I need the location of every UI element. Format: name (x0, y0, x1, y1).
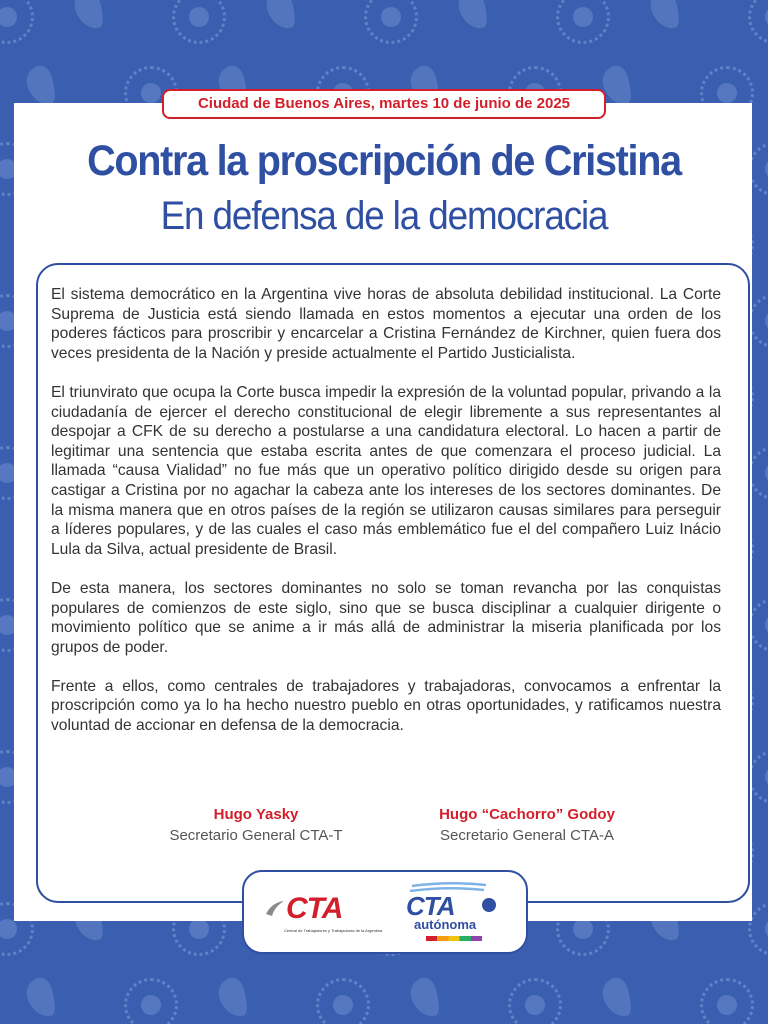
sun-pattern-icon (316, 978, 370, 1024)
map-pattern-icon (646, 0, 683, 33)
sun-pattern-icon (700, 978, 754, 1024)
date-badge: Ciudad de Buenos Aires, martes 10 de junio de 2025 (162, 89, 606, 119)
map-pattern-icon (70, 0, 107, 33)
paragraph-1: El sistema democrático en la Argentina vive horas de absoluta debilidad institucional. La Corte Suprema de Justicia está siendo llamada en estos momentos a ejecutar una orden de los poderes fácticos para proscribir y encarcelar a Cristina Fernández de Kirchner, quien fuera dos veces presidenta de la Nación y preside actualmente el Partido Justicialista. (51, 286, 721, 362)
signer-role: Secretario General CTA-T (169, 827, 343, 844)
signature-block-1 (136, 805, 376, 847)
paragraph-3: De esta manera, los sectores dominantes no solo se toman revancha por las conquistas populares de comienzos de este siglo, sino que se busca disciplinar a cualquier dirigente o movimiento político que se anime a ir más allá de administrar la miseria planificada por los grupos de poder. (51, 579, 721, 656)
swoosh-icon (264, 898, 286, 920)
map-pattern-icon (262, 0, 299, 33)
sun-pattern-icon (748, 0, 768, 44)
cta-a-tagline: autónoma (414, 917, 477, 932)
sun-icon (482, 898, 496, 912)
sun-pattern-icon (172, 0, 226, 44)
sun-pattern-icon (508, 978, 562, 1024)
paragraph-2: El triunvirato que ocupa la Corte busca impedir la expresión de la voluntad popular, privando a la ciudadanía de ejercer el derecho constitucional de elegir libremente a sus representantes al despojar a CFK de su derecho a postularse a una candidatura electoral. Lo hacen a partir de legitimar una sentencia que estaba escrita antes de que comenzara el proceso judicial. La llamada “causa Vialidad” no fue más que un operativo político dirigido desde su origen para castigar a Cristina por no agachar la cabeza ante los intereses de los sectores dominantes. De la misma manera que en otros países de la región se utilizaron causas similares para perseguir a líderes populares, y de las cuales el caso más emblemático fue el del compañero Luiz Inácio Lula da Silva, actual presidente de Brasil. (51, 383, 721, 558)
map-pattern-icon (406, 975, 443, 1021)
paragraph-4: Frente a ellos, como centrales de trabajadores y trabajadoras, convocamos a enfrentar la proscripción como ya lo ha hecho nuestro pueblo en otras oportunidades, y ratificamos nuestra voluntad de accionar en defensa de la democracia. (51, 677, 721, 735)
statement-body (51, 285, 721, 755)
sun-pattern-icon (364, 0, 418, 44)
page-title: Contra la proscripción de Cristina (87, 137, 681, 185)
cta-t-tagline: Central de Trabajadores y Trabajadoras de la Argentina (284, 928, 383, 933)
map-pattern-icon (598, 975, 635, 1021)
cta-a-wordmark: CTA (406, 891, 455, 921)
cta-t-wordmark: CTA (286, 892, 343, 925)
logos-container (242, 870, 528, 954)
color-bar (426, 936, 482, 941)
cta-t-logo (264, 892, 383, 938)
sun-pattern-icon (124, 978, 178, 1024)
signer-role: Secretario General CTA-A (440, 827, 614, 844)
signature-block-2 (407, 805, 647, 847)
sun-pattern-icon (0, 0, 34, 44)
sun-pattern-icon (556, 0, 610, 44)
map-pattern-icon (22, 975, 59, 1021)
signer-name: Hugo Yasky (213, 806, 299, 823)
signer-name: Hugo “Cachorro” Godoy (439, 806, 615, 823)
cta-a-logo (404, 880, 504, 948)
map-pattern-icon (454, 0, 491, 33)
map-pattern-icon (214, 975, 251, 1021)
page-subtitle: En defensa de la democracia (160, 194, 608, 238)
